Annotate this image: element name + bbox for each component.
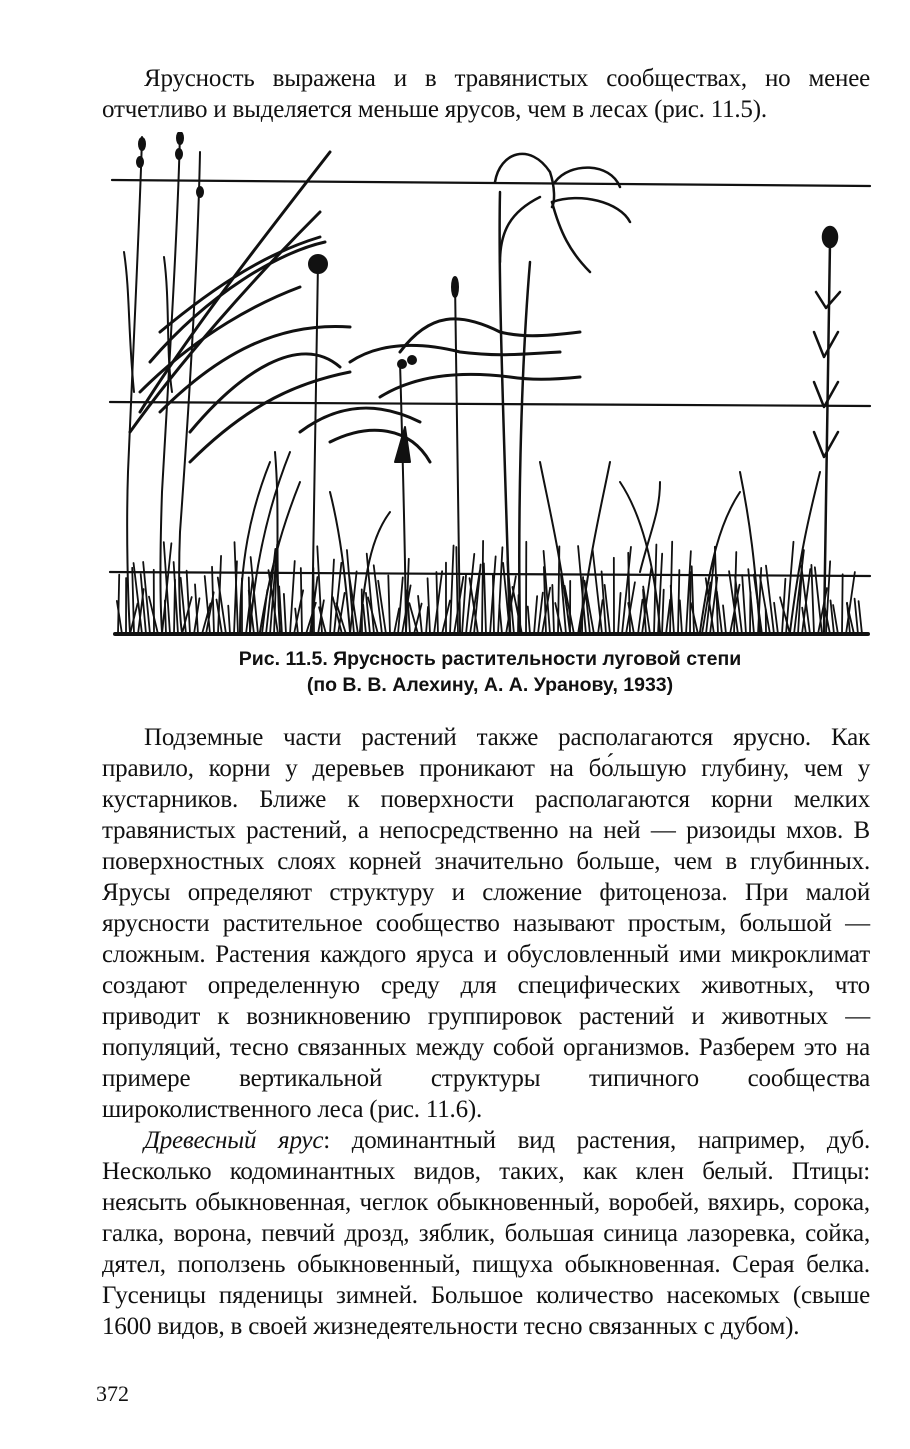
grass-blade xyxy=(528,607,530,634)
flower-head xyxy=(398,360,406,368)
tier-line-upper xyxy=(112,180,870,186)
grass-blade xyxy=(450,546,454,634)
spikelet xyxy=(176,149,182,159)
grass-blade xyxy=(284,594,286,634)
spikelet xyxy=(197,187,203,197)
grass-blade xyxy=(692,566,694,634)
grass-blade xyxy=(842,574,843,634)
flower-head xyxy=(309,255,327,273)
figure-caption xyxy=(150,646,830,698)
grass-blade xyxy=(499,605,502,634)
flower-head xyxy=(408,356,416,364)
grass-blade xyxy=(398,577,403,634)
tree-tier-description: : доминантный вид растения, например, дуб. Несколько кодоминантных видов, таких, как клен белый. Птицы: неясыть обыкновенная, чеглок обыкновенный, воробей, вяхирь, сорока, галка, ворона, певчий дрозд, зяблик, большая синица лазоревка, сойка, дятел, поползень обыкновенный, пищуха обыкновенная. Серая белка. Гусеницы пяденицы зимней. Большое количество насекомых (свыше 1600 видов, в своей жизнедеятельности тесно связанных с дубом). xyxy=(102,1127,870,1340)
spikelet xyxy=(139,138,145,150)
tier-line-middle xyxy=(110,402,870,406)
grass-blade xyxy=(723,605,726,634)
spikelet xyxy=(137,157,143,167)
grass-blade xyxy=(855,599,858,634)
ground-vegetation xyxy=(117,541,862,634)
grass-blade xyxy=(748,569,754,634)
right-side-plants xyxy=(495,154,840,632)
grass-blade xyxy=(409,603,418,634)
grass-blade xyxy=(426,607,428,634)
grass-blade xyxy=(593,549,602,634)
cattail-spike xyxy=(452,277,458,297)
grass-blade xyxy=(482,541,483,634)
grass-blade xyxy=(680,600,682,634)
figure-caption-line-1: Рис. 11.5. Ярусность растительности луговой степи xyxy=(238,648,742,670)
grass-blade xyxy=(228,606,230,634)
grass-blade xyxy=(742,575,746,634)
grass-blade xyxy=(534,596,537,634)
grass-blade xyxy=(388,576,390,634)
grass-blade xyxy=(428,578,430,634)
grass-blade xyxy=(363,605,366,634)
grass-blade xyxy=(638,600,642,634)
body-text-block xyxy=(102,722,870,1342)
grass-blade xyxy=(552,585,554,634)
grass-blade xyxy=(301,568,302,634)
feather-grass-plumes xyxy=(130,152,580,462)
grass-blade xyxy=(859,601,862,634)
tier-lines xyxy=(110,180,870,576)
grass-blade xyxy=(774,603,778,634)
grass-blade xyxy=(165,601,166,634)
figure-11-5 xyxy=(100,132,880,637)
grass-blade xyxy=(662,590,664,634)
grass-blade xyxy=(654,545,656,634)
intro-paragraph-block xyxy=(102,63,870,125)
grass-blade xyxy=(493,574,494,634)
paragraph-tree-tier xyxy=(102,1125,870,1342)
tree-tier-term: Древесный ярус xyxy=(144,1127,324,1154)
grass-blade xyxy=(618,593,621,634)
meadow-steppe-illustration xyxy=(100,132,880,637)
grass-blade xyxy=(466,554,474,634)
grass-blade xyxy=(313,568,314,634)
figure-caption-line-2: (по В. В. Алехину, А. А. Уранову, 1933) xyxy=(306,674,674,696)
page-number: 372 xyxy=(96,1381,129,1406)
flower-head xyxy=(823,227,837,247)
grass-blade xyxy=(436,572,438,634)
grass-blade xyxy=(815,567,822,634)
paragraph-roots-tiers: Подземные части растений также располагаются ярусно. Как правило, корни у деревьев проникают на бо́льшую глубину, чем у кустарников. Ближе к поверхности располагаются корни мелких травянистых растений, а непосредственно на ней — ризоиды мхов. В поверхностных слоях корней значительно больше, чем в глубинных. Ярусы определяют структуру и сложение фитоценоза. При малой ярусности растительное сообщество называют простым, большой — сложным. Растения каждого яруса и обусловленный ими микроклимат создают определенную среду для специфических животных, что приводит к возникновению группировок растений и животных — популяций, тесно связанных между собой организмов. Разберем это на примере вертикальной структуры типичного сообщества широколиственного леса (рис. 11.6). xyxy=(102,724,870,1123)
intro-paragraph: Ярусность выражена и в травянистых сообществах, но менее отчетливо и выделяется меньше ярусов, чем в лесах (рис. 11.5). xyxy=(102,65,870,123)
grass-blade xyxy=(538,593,543,634)
grass-blade xyxy=(212,567,214,634)
spikelet xyxy=(177,132,183,144)
